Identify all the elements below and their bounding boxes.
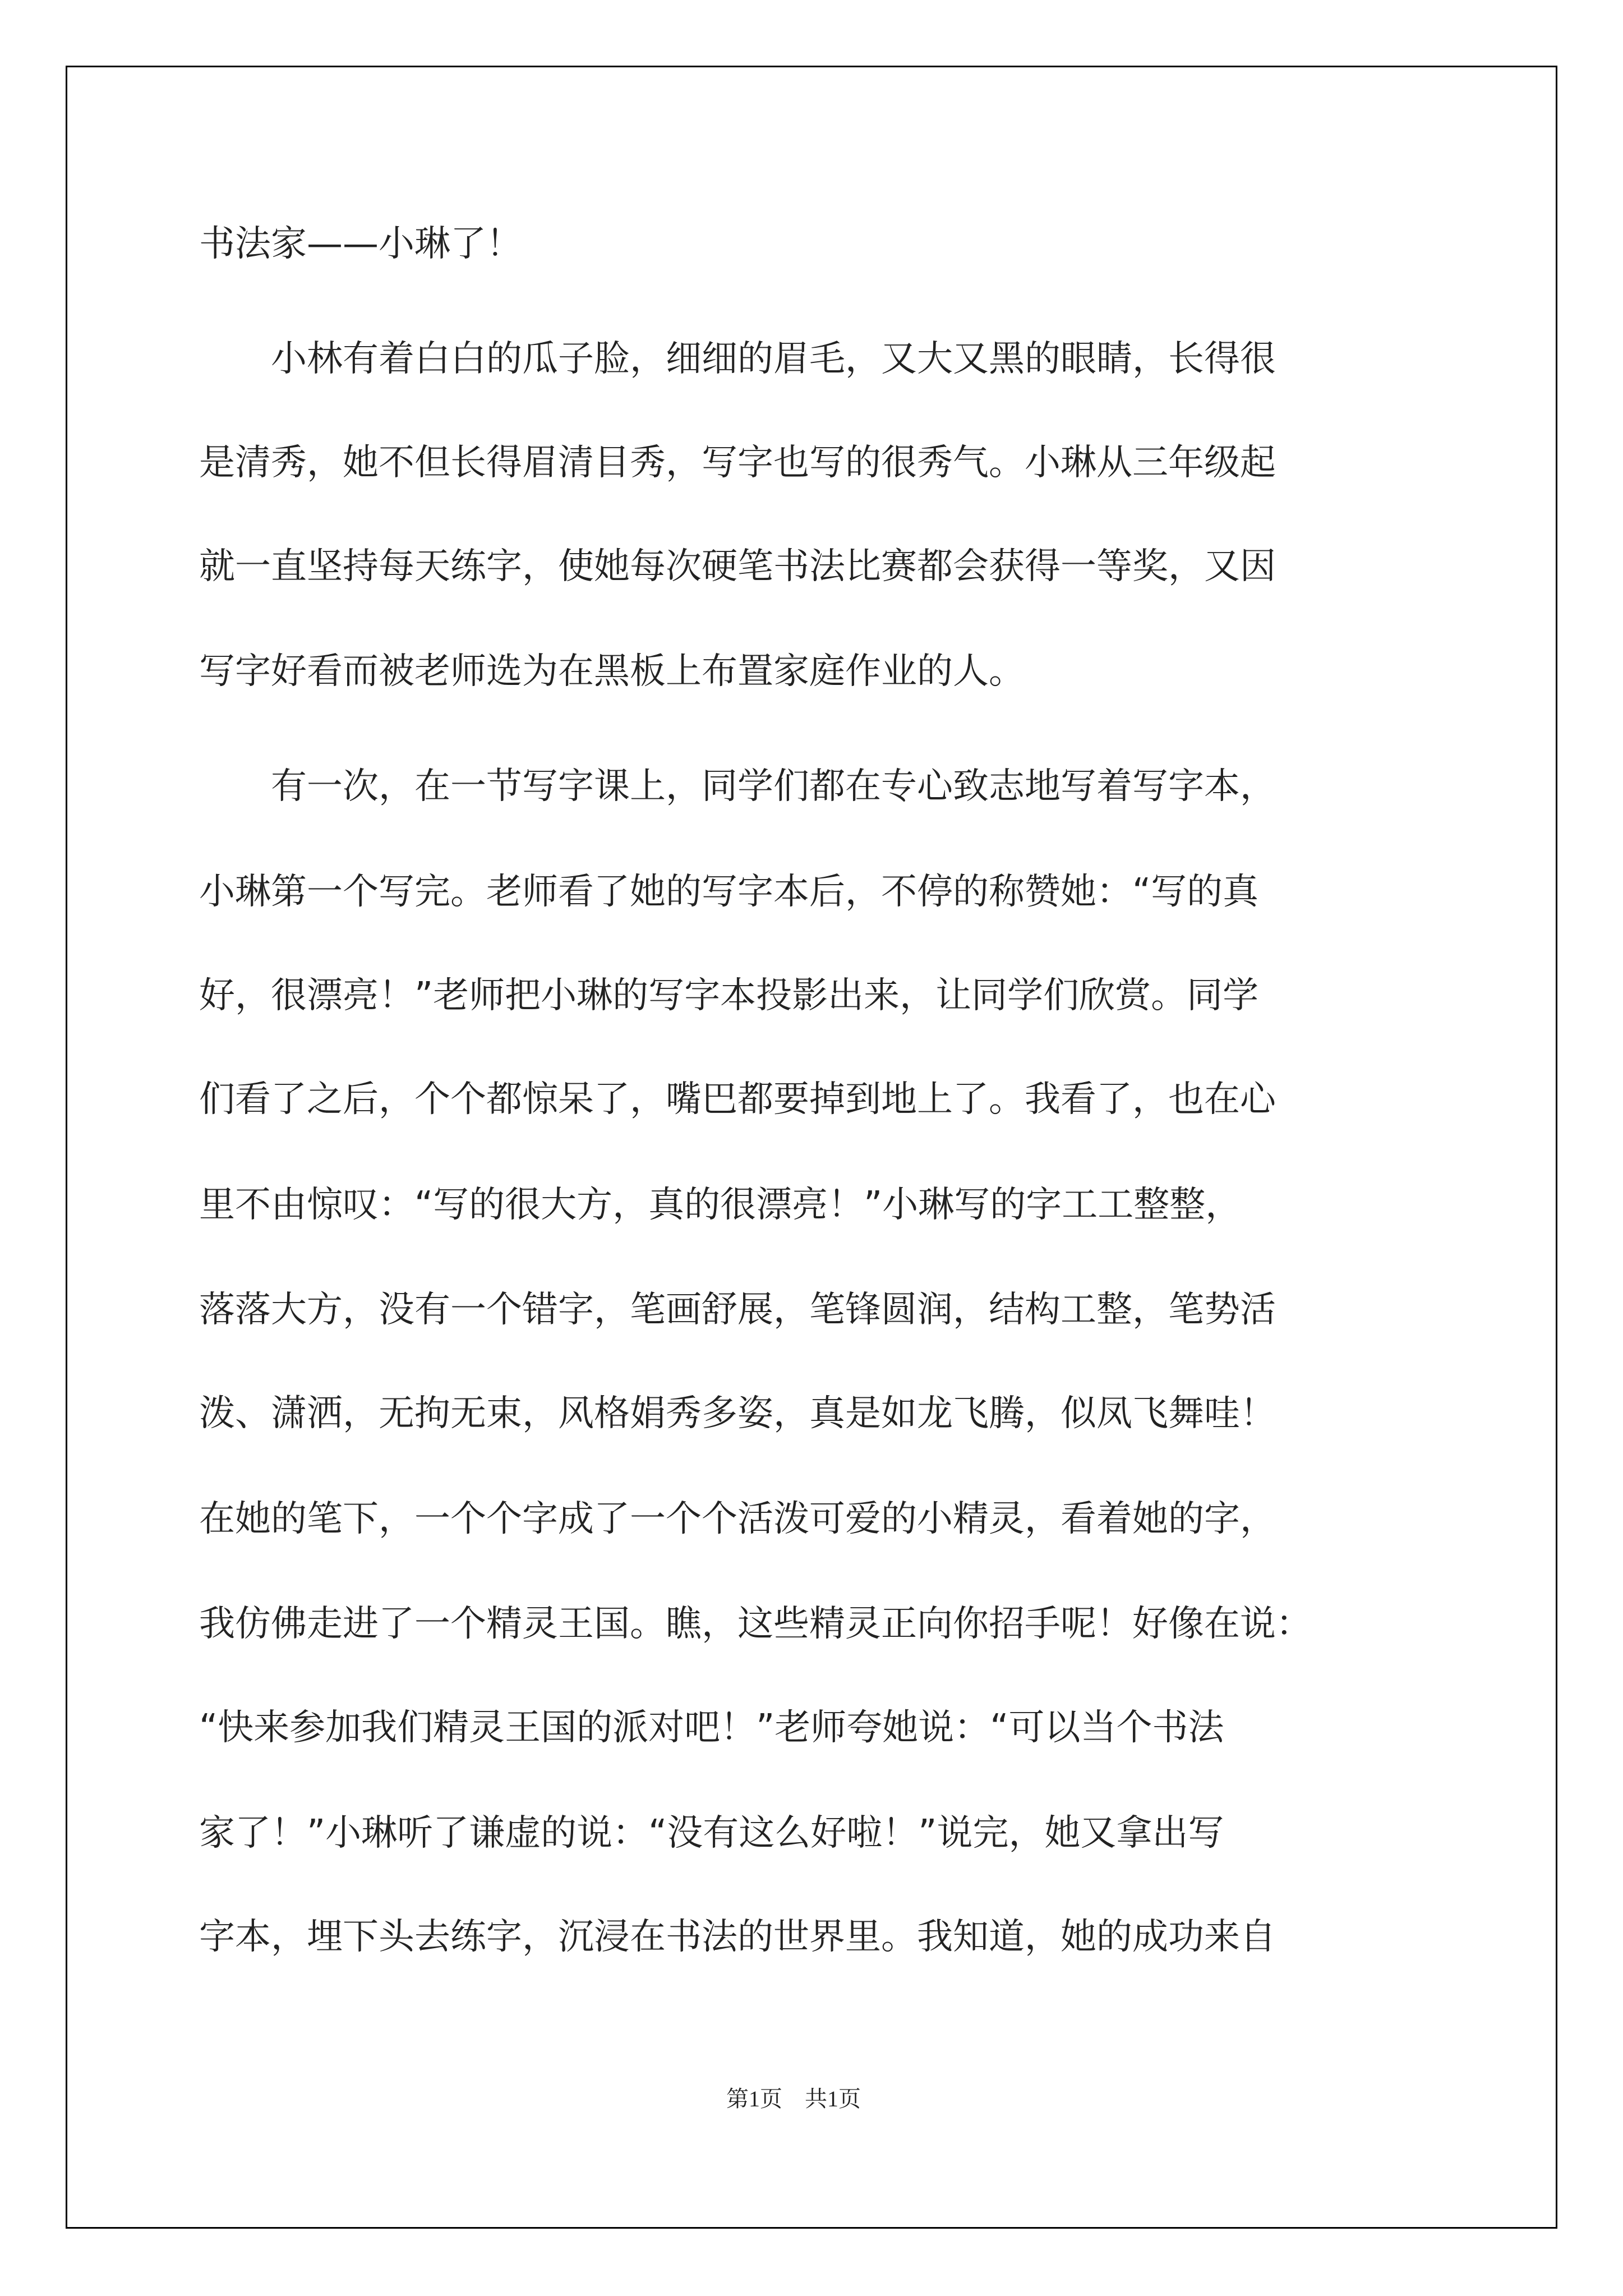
- paragraph-line-8: 好，很漂亮！”老师把小琳的写字本投影出来，让同学们欣赏。同学: [199, 975, 1259, 1016]
- paragraph-line-17: 字本，埋下头去练字，沉浸在书法的世界里。我知道，她的成功来自: [199, 1916, 1276, 1958]
- paragraph-line-3: 是清秀，她不但长得眉清目秀，写字也写的很秀气。小琳从三年级起: [199, 442, 1276, 484]
- page-border: [66, 66, 1557, 2229]
- paragraph-line-1: 书法家——小琳了！: [199, 223, 522, 265]
- paragraph-line-16: 家了！”小琳听了谦虚的说：“没有这么好啦！”说完，她又拿出写: [199, 1812, 1224, 1854]
- paragraph-line-10: 里不由惊叹：“写的很大方，真的很漂亮！”小琳写的字工工整整，: [199, 1184, 1242, 1226]
- page-total: 共1页: [805, 2086, 861, 2111]
- paragraph-line-7: 小琳第一个写完。老师看了她的写字本后，不停的称赞她：“写的真: [199, 871, 1259, 913]
- paragraph-line-2: 小林有着白白的瓜子脸，细细的眉毛，又大又黑的眼睛，长得很: [199, 338, 1276, 380]
- page-number: 第1页: [726, 2086, 782, 2111]
- paragraph-line-4: 就一直坚持每天练字，使她每次硬笔书法比赛都会获得一等奖，又因: [199, 546, 1276, 587]
- paragraph-line-12: 泼、潇洒，无拘无束，风格娟秀多姿，真是如龙飞腾，似凤飞舞哇！: [199, 1393, 1276, 1434]
- paragraph-line-11: 落落大方，没有一个错字，笔画舒展，笔锋圆润，结构工整，笔势活: [199, 1289, 1276, 1331]
- paragraph-line-6: 有一次，在一节写字课上，同学们都在专心致志地写着写字本，: [199, 766, 1276, 807]
- paragraph-line-9: 们看了之后，个个都惊呆了，嘴巴都要掉到地上了。我看了，也在心: [199, 1079, 1276, 1120]
- paragraph-line-5: 写字好看而被老师选为在黑板上布置家庭作业的人。: [199, 651, 1025, 692]
- paragraph-line-14: 我仿佛走进了一个精灵王国。瞧，这些精灵正向你招手呢！好像在说：: [199, 1603, 1312, 1645]
- paragraph-line-13: 在她的笔下，一个个字成了一个个活泼可爱的小精灵，看着她的字，: [199, 1498, 1276, 1540]
- paragraph-line-15: “快来参加我们精灵王国的派对吧！”老师夸她说：“可以当个书法: [199, 1707, 1224, 1749]
- page-footer: [726, 2081, 861, 2113]
